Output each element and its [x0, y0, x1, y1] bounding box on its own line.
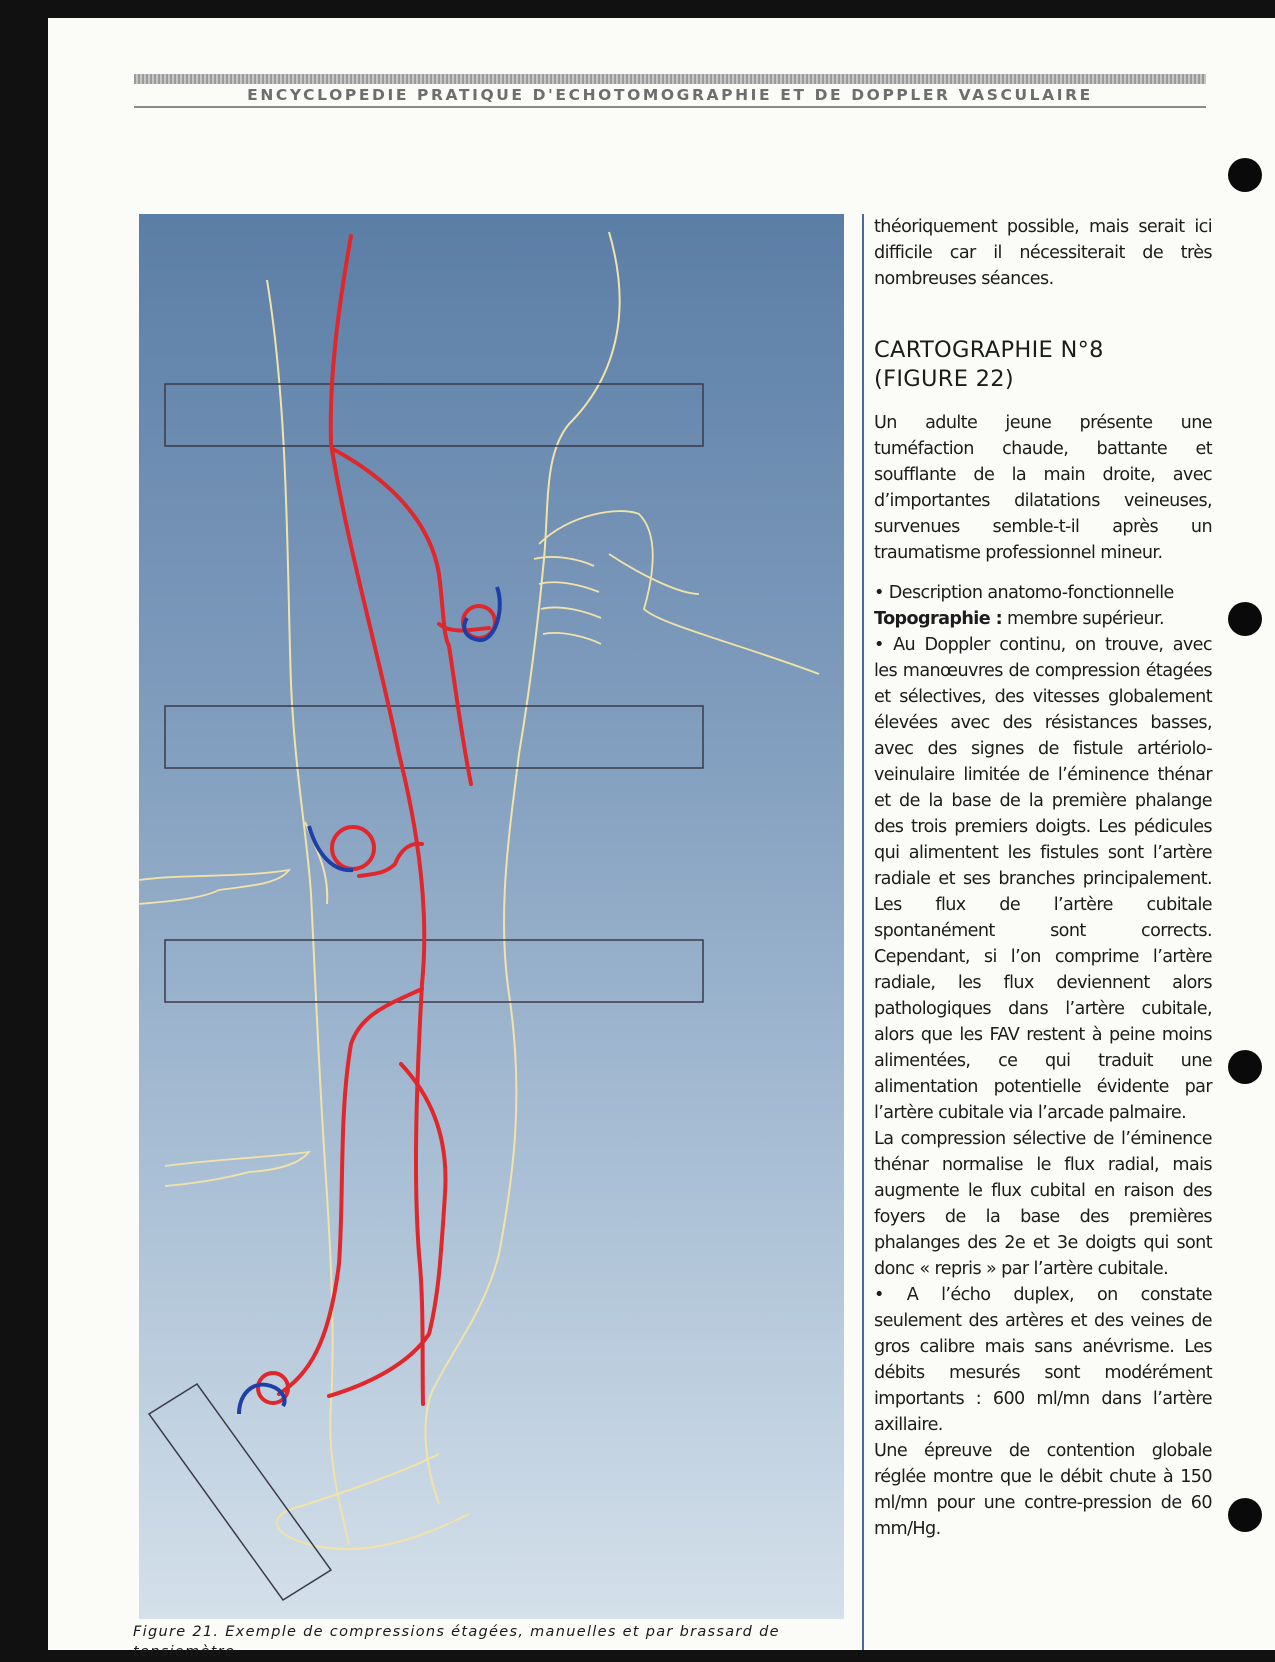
column-divider — [862, 214, 864, 1650]
arm-vascular-diagram — [139, 214, 844, 1619]
upper-branch-artery-descending — [449, 646, 471, 784]
running-header: ENCYCLOPEDIE PRATIQUE D'ECHOTOMOGRAPHIE ET DE DOPPLER VASCULAIRE — [247, 86, 1093, 104]
echo-duplex-paragraph: • A l’écho duplex, on constate seulement des artères et des veines de gros calibre mais sans anévrisme. Les débits mesurés sont modérément importants : 600 ml/mn dans l’artère axillaire. — [874, 1285, 1212, 1435]
compression-band-upper — [165, 384, 703, 446]
binder-hole-1 — [1228, 158, 1262, 192]
interosseous-artery — [329, 1064, 446, 1396]
topography-value: membre supérieur. — [1002, 609, 1164, 629]
fistula-markers — [239, 587, 500, 1414]
compression-band-hand — [149, 1384, 331, 1600]
right-fist-outline — [539, 511, 819, 674]
doppler-paragraph: • Au Doppler continu, on trouve, avec les manœuvres de compression étagées et sélectives, des vitesses globalement élevées avec des résistances basses, avec des signes de fistule artériolo-veinulaire limitée de l’éminence thénar et de la base de la première phalange des trois premiers doigts. Les pédicules qui alimentent les fistules sont l’artère radiale et ses branches principalement. Les flux de l’artère cubitale spontanément sont corrects. Cependant, si l’on comprime l’artère radiale, les flux deviennent alors pathologiques dans l’artère cubitale, alors que les FAV restent à peine moins alimentées, ce qui traduit une alimentation potentielle évidente par l’artère cubitale via l’arcade palmaire. — [874, 635, 1212, 1123]
forearm-line — [609, 554, 699, 594]
arm-outline — [267, 232, 620, 1549]
article-text-column — [874, 214, 1212, 1542]
contention-paragraph: Une épreuve de contention globale réglée montre que le débit chute à 150 ml/mn pour une contre-pression de 60 mm/Hg. — [874, 1441, 1212, 1539]
figure-caption: Figure 21. Exemple de compressions étagées, manuelles et par brassard de tensiomètre. — [133, 1624, 780, 1660]
header-hatch-bar — [134, 74, 1206, 84]
fist-knuckles — [534, 557, 601, 644]
figure-21-illustration — [139, 214, 844, 1619]
case-paragraph: Un adulte jeune présente une tuméfaction chaude, battante et soufflante de la main droite, avec d’importantes dilatations veineuses, survenues semble-t-il après un traumatisme professionnel mineur. — [874, 413, 1212, 563]
arm-outline-right — [425, 232, 619, 1504]
compression-band-middle — [165, 706, 703, 768]
intro-paragraph: théoriquement possible, mais serait ici difficile car il nécessiterait de très nombreuses séances. — [874, 217, 1212, 289]
ulnar-artery — [279, 989, 422, 1394]
topography-label: Topographie : — [874, 609, 1003, 629]
section-heading — [874, 336, 1212, 394]
left-finger-upper — [139, 870, 289, 904]
binder-hole-3 — [1228, 1050, 1262, 1084]
compressing-fingers — [139, 511, 819, 1186]
binder-hole-2 — [1228, 602, 1262, 636]
description-subheading: • Description anatomo-fonctionnelle — [874, 583, 1174, 603]
arterial-tree — [279, 236, 489, 1404]
compression-paragraph: La compression sélective de l’éminence thénar normalise le flux radial, mais augmente le flux cubital en raison des foyers de la base des premières phalanges des 2e et 3e doigts qui sont donc « repris » par l’artère cubitale. — [874, 1129, 1212, 1279]
fistula-elbow-arterial — [332, 827, 374, 869]
header-rule — [134, 106, 1206, 108]
binder-hole-4 — [1228, 1498, 1262, 1532]
compression-band-lower — [165, 940, 703, 1002]
topography-line — [874, 606, 1212, 632]
brachial-radial-artery — [331, 236, 424, 1404]
section-heading-line1: CARTOGRAPHIE N°8 — [874, 337, 1104, 363]
section-heading-line2: (FIGURE 22) — [874, 366, 1014, 392]
left-finger-lower — [165, 1152, 309, 1186]
